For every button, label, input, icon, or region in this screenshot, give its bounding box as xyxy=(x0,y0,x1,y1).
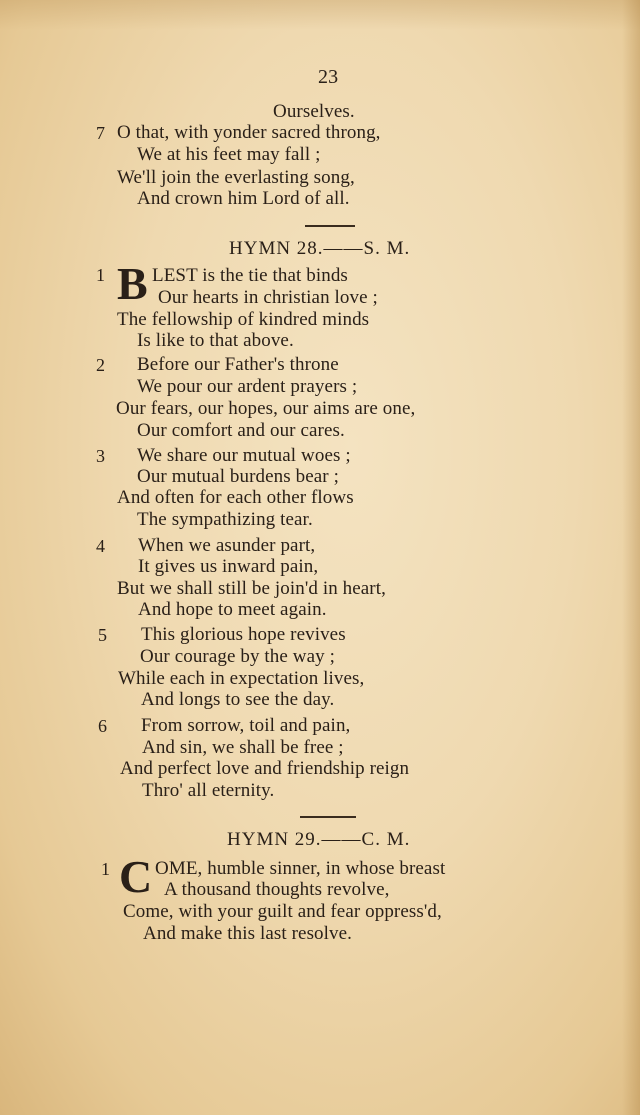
verse-line: The sympathizing tear. xyxy=(137,509,313,530)
verse-line: Is like to that above. xyxy=(137,330,294,351)
verse-line: This glorious hope revives xyxy=(141,624,346,645)
verse-line: We pour our ardent prayers ; xyxy=(137,376,358,397)
verse-line: And crown him Lord of all. xyxy=(137,188,350,209)
verse-line: We at his feet may fall ; xyxy=(137,144,321,165)
verse-line: Our mutual burdens bear ; xyxy=(137,466,339,487)
stanza-number: 2 xyxy=(96,355,105,375)
verse-line: We share our mutual woes ; xyxy=(137,445,351,466)
section-divider xyxy=(305,225,355,227)
verse-line: And make this last resolve. xyxy=(143,923,353,944)
verse-line: LEST is the tie that binds xyxy=(152,265,348,286)
verse-line: Before our Father's throne xyxy=(137,354,339,375)
drop-cap: B xyxy=(117,258,148,309)
verse-line: Thro' all eternity. xyxy=(142,780,275,801)
verse-line: OME, humble sinner, in whose breast xyxy=(155,858,446,879)
verse-line: While each in expectation lives, xyxy=(118,668,365,689)
verse-line: The fellowship of kindred minds xyxy=(117,309,370,330)
verse-line: Our courage by the way ; xyxy=(140,646,335,667)
verse-line: Our hearts in christian love ; xyxy=(158,287,378,308)
verse-line: O that, with yonder sacred throng, xyxy=(117,122,381,143)
stanza-number: 1 xyxy=(101,859,110,879)
stanza-number: 7 xyxy=(96,123,105,143)
page-number: 23 xyxy=(318,66,339,88)
stanza-number: 4 xyxy=(96,536,105,556)
verse-line: But we shall still be join'd in heart, xyxy=(117,578,386,599)
verse-line: Come, with your guilt and fear oppress'd, xyxy=(123,901,442,922)
section-divider xyxy=(300,816,356,818)
verse-line: And often for each other flows xyxy=(117,487,354,508)
verse-line: Our fears, our hopes, our aims are one, xyxy=(116,398,416,419)
drop-cap: C xyxy=(119,851,153,902)
page-shadow-top xyxy=(0,0,640,30)
verse-line: And longs to see the day. xyxy=(141,689,335,710)
verse-line: Our comfort and our cares. xyxy=(137,420,345,441)
verse-line: And perfect love and friendship reign xyxy=(120,758,410,779)
stanza-number: 3 xyxy=(96,446,105,466)
hymn-title: HYMN 28.——S. M. xyxy=(229,238,411,259)
verse-line: And sin, we shall be free ; xyxy=(142,737,344,758)
verse-line: When we asunder part, xyxy=(138,535,316,556)
verse-line: It gives us inward pain, xyxy=(138,556,319,577)
stanza-number: 6 xyxy=(98,716,107,736)
verse-line: A thousand thoughts revolve, xyxy=(164,879,390,900)
verse-line: We'll join the everlasting song, xyxy=(117,167,355,188)
stanza-number: 1 xyxy=(96,265,105,285)
page-shadow-right xyxy=(622,0,640,1115)
prev-hymn-heading: Ourselves. xyxy=(273,101,355,122)
verse-line: And hope to meet again. xyxy=(138,599,327,620)
verse-line: From sorrow, toil and pain, xyxy=(141,715,351,736)
hymn-title: HYMN 29.——C. M. xyxy=(227,829,411,850)
stanza-number: 5 xyxy=(98,625,107,645)
